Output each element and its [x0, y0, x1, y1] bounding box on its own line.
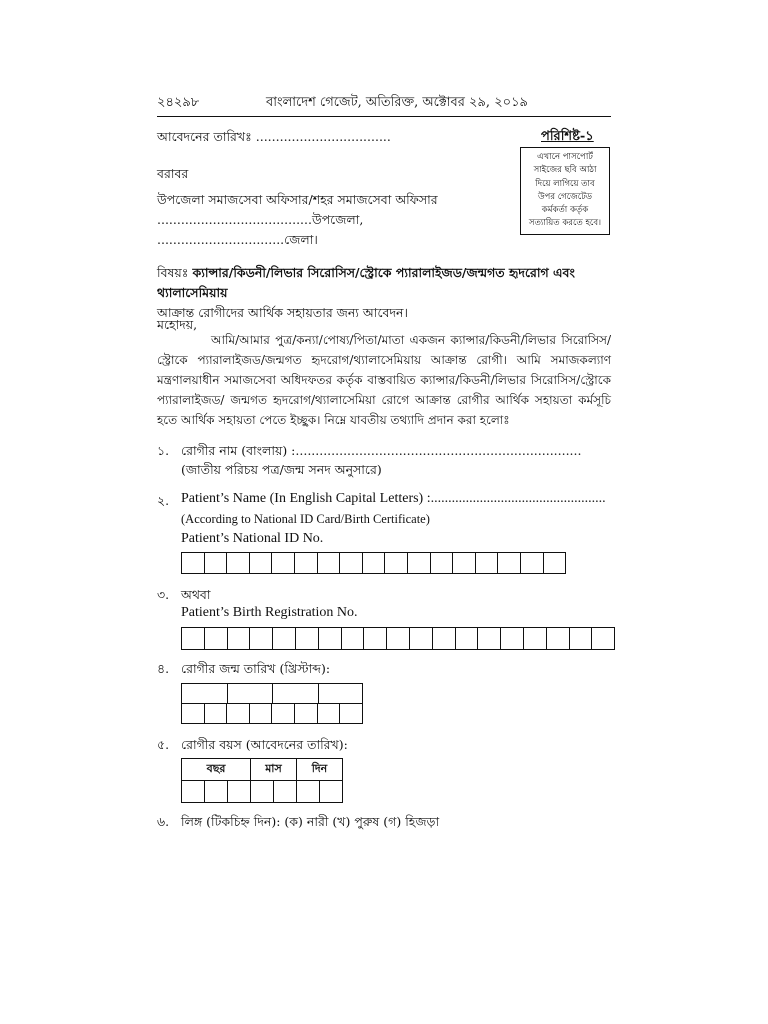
birth-reg-cell[interactable] [205, 628, 228, 650]
nid-cell[interactable] [498, 553, 521, 574]
birth-reg-cell[interactable] [296, 628, 319, 650]
birth-reg-cell[interactable] [364, 628, 387, 650]
birth-reg-cell[interactable] [524, 628, 547, 650]
age-digit-cell[interactable] [251, 781, 274, 803]
nid-cell[interactable] [408, 553, 431, 574]
age-table [181, 758, 343, 803]
birth-reg-label: Patient’s Birth Registration No. [181, 605, 358, 620]
item5-label: রোগীর বয়স (আবেদনের তারিখ): [181, 737, 348, 752]
birth-reg-cell[interactable] [182, 628, 205, 650]
photo-box-line: উপর গেজেটেড [537, 191, 593, 202]
age-digit-cell[interactable] [274, 781, 297, 803]
dob-group-cell[interactable] [319, 684, 363, 704]
birth-reg-cell[interactable] [342, 628, 365, 650]
subject-rest: আক্রান্ত রোগীদের আর্থিক সহায়তার জন্য আবেদন। [157, 305, 408, 320]
subject-prefix: বিষয়ঃ [157, 265, 189, 280]
birth-reg-cell[interactable] [387, 628, 410, 650]
age-digit-cell[interactable] [205, 781, 228, 803]
nid-cell[interactable] [476, 553, 499, 574]
dob-digit-cell[interactable] [340, 703, 363, 724]
birth-reg-cell[interactable] [570, 628, 593, 650]
page-number: ২৪২৯৮ [157, 95, 200, 110]
header-rule [157, 116, 611, 117]
nid-cell[interactable] [363, 553, 386, 574]
age-month-header: মাস [251, 759, 297, 781]
gazette-title: বাংলাদেশ গেজেট, অতিরিক্ত, অক্টোবর ২৯, ২০১৯ [266, 95, 528, 110]
nid-cell[interactable] [340, 553, 363, 574]
birth-reg-cell[interactable] [228, 628, 251, 650]
dob-group-cell[interactable] [273, 684, 319, 704]
birth-reg-cell[interactable] [478, 628, 501, 650]
age-digit-cell[interactable] [182, 781, 205, 803]
subject [157, 263, 617, 323]
item5-number: ৫. [157, 737, 170, 752]
nid-cell[interactable] [227, 553, 250, 574]
appendix-label: পরিশিষ্ট-১ [541, 129, 594, 144]
subject-bold: ক্যান্সার/কিডনী/লিভার সিরোসিস/স্ট্রোকে প্যারালাইজড/জন্মগত হৃদরোগ এবং থ্যালাসেমিয়ায় [157, 265, 575, 300]
item1-note: (জাতীয় পরিচয় পত্র/জন্ম সনদ অনুসারে) [181, 462, 382, 477]
age-digit-cell[interactable] [320, 781, 343, 803]
item4-label: রোগীর জন্ম তারিখ (খ্রিস্টাব্দ): [181, 661, 331, 676]
to-label: বরাবর [157, 166, 189, 181]
dob-digit-cell[interactable] [250, 703, 273, 724]
nid-cell[interactable] [431, 553, 454, 574]
birth-reg-cell[interactable] [592, 628, 615, 650]
nid-cell[interactable] [544, 553, 567, 574]
nid-cell[interactable] [521, 553, 544, 574]
birth-reg-cell[interactable] [547, 628, 570, 650]
item4-number: ৪. [157, 661, 170, 676]
item2-note: (According to National ID Card/Birth Certificate) [181, 512, 430, 526]
dob-digit-cell[interactable] [182, 703, 205, 724]
dob-digit-cell[interactable] [295, 703, 318, 724]
photo-box-line: এখানে পাসপোর্ট [537, 152, 593, 162]
item3-number: ৩. [157, 587, 170, 602]
dob-group-cell[interactable] [228, 684, 274, 704]
birth-reg-cell[interactable] [433, 628, 456, 650]
dob-digit-cell[interactable] [272, 703, 295, 724]
dob-group-cell[interactable] [182, 684, 228, 704]
item1-label: রোগীর নাম (বাংলায়) :........................................................................ [181, 443, 582, 458]
nid-grid [181, 552, 566, 574]
birth-reg-cell[interactable] [319, 628, 342, 650]
item6-number: ৬. [157, 814, 170, 829]
dob-digit-cell[interactable] [318, 703, 341, 724]
nid-label: Patient’s National ID No. [181, 531, 324, 546]
photo-box-line: সাইজের ছবি আঠা [533, 165, 597, 176]
nid-cell[interactable] [295, 553, 318, 574]
birth-reg-grid [181, 627, 615, 650]
birth-reg-cell[interactable] [501, 628, 524, 650]
item2-number: ২. [157, 493, 170, 508]
nid-cell[interactable] [205, 553, 228, 574]
photo-box [520, 147, 610, 235]
dob-header-grid [181, 683, 363, 704]
item2-label: Patient’s Name (In English Capital Letters) :.................................................. [181, 491, 606, 506]
district-line: ................................জেলা। [157, 232, 318, 247]
birth-reg-cell[interactable] [456, 628, 479, 650]
birth-reg-cell[interactable] [410, 628, 433, 650]
item1-number: ১. [157, 443, 170, 458]
nid-cell[interactable] [385, 553, 408, 574]
photo-box-line: কর্মকর্তা কর্তৃক [541, 205, 589, 216]
nid-cell[interactable] [272, 553, 295, 574]
photo-box-line: সত্যায়িত করতে হবে। [528, 218, 602, 229]
age-digit-cell[interactable] [228, 781, 251, 803]
upazila-line: .......................................উপজেলা, [157, 212, 364, 227]
birth-reg-cell[interactable] [273, 628, 296, 650]
birth-reg-cell[interactable] [250, 628, 273, 650]
photo-box-line: দিয়ে লাগিয়ে তাব [535, 178, 595, 189]
age-digit-cell[interactable] [297, 781, 320, 803]
body-paragraph: আমি/আমার পুত্র/কন্যা/পোষ্য/পিতা/মাতা একজন ক্যান্সার/কিডনী/লিভার সিরোসিস/স্ট্রোকে প্যারালাইজড/জন্মগত হৃদরোগ/থ্যালাসেমিয়ায় আক্রান্ত রোগী। আমি সমাজকল্যাণ মন্ত্রণালয়াধীন সমাজসেবা অধিদফতর কর্তৃক বাস্তবায়িত ক্যান্সার/কিডনী/লিভার সিরোসিস/স্ট্রোকে প্যারালাইজড/ জন্মগত হৃদরোগ/থ্যালাসেমিয়া রোগে আক্রান্ত রোগীর আর্থিক সহায়তা কর্মসূচি হতে আর্থিক সহায়তা পেতে ইচ্ছুক। নিম্নে যাবতীয় তথ্যাদি প্রদান করা হলোঃ [157, 333, 611, 427]
officer-line: উপজেলা সমাজসেবা অফিসার/শহর সমাজসেবা অফিসার [157, 192, 438, 207]
dob-digit-cell[interactable] [205, 703, 228, 724]
application-date: আবেদনের তারিখঃ .................................. [157, 129, 391, 144]
age-year-header: বছর [182, 759, 251, 781]
or-text: অথবা [181, 587, 211, 602]
age-day-header: দিন [297, 759, 343, 781]
item6-label: লিঙ্গ (টিকচিহ্ন দিন): (ক) নারী (খ) পুরুষ (গ) হিজড়া [181, 814, 440, 829]
nid-cell[interactable] [453, 553, 476, 574]
salutation: মহোদয়, [157, 317, 198, 332]
dob-digit-cell[interactable] [227, 703, 250, 724]
dob-digit-grid [181, 703, 363, 724]
nid-cell[interactable] [182, 553, 205, 574]
nid-cell[interactable] [250, 553, 273, 574]
nid-cell[interactable] [318, 553, 341, 574]
